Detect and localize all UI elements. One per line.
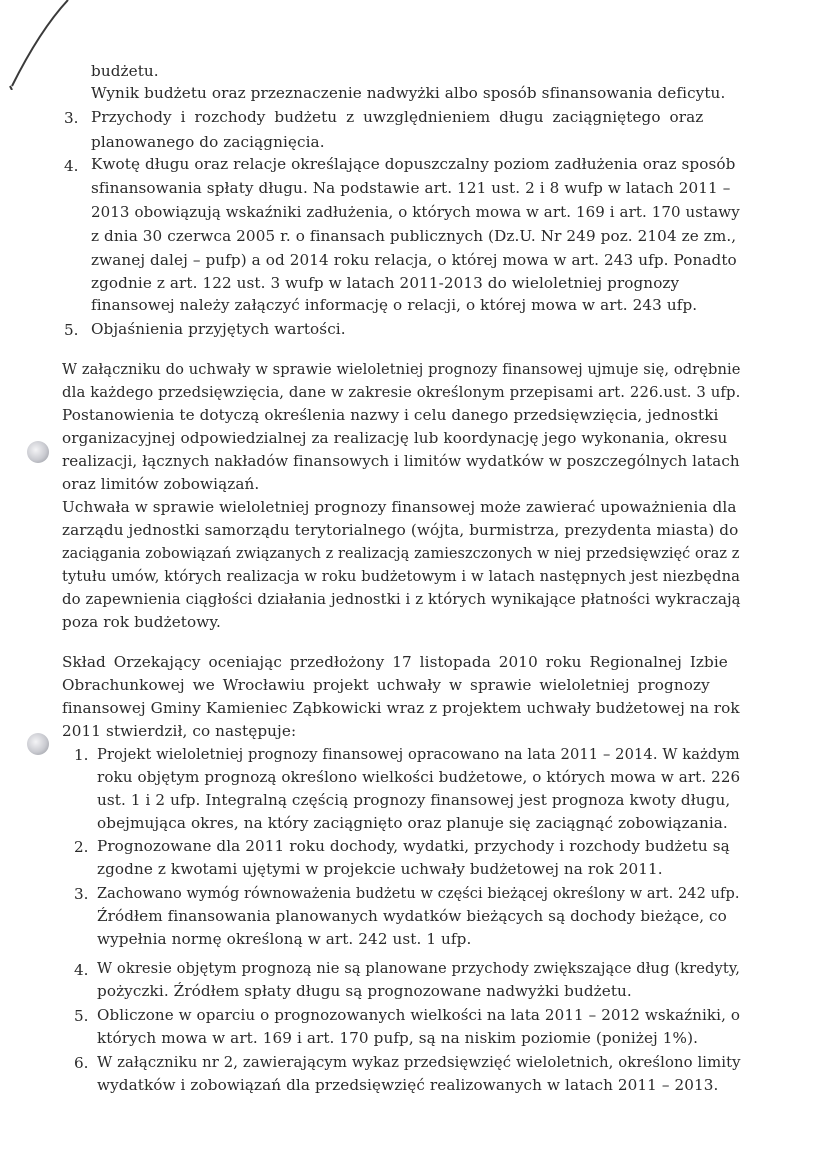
text-line: Wynik budżetu oraz przeznaczenie nadwyżki albo sposób sfinansowania deficytu. <box>91 84 726 102</box>
paragraph-line: realizacji, łącznych nakładów finansowych i limitów wydatków w poszczególnych latach <box>62 452 740 470</box>
list-item-line: Projekt wieloletniej prognozy finansowej opracowano na lata 2011 – 2014. W każdym <box>97 745 740 763</box>
list-item-line: Przychody i rozchody budżetu z uwzględnieniem długu zaciągniętego oraz <box>91 108 704 126</box>
paragraph-line: Postanowienia te dotyczą określenia nazwy i celu danego przedsięwzięcia, jednostki <box>62 406 719 424</box>
list-item-line: 2013 obowiązują wskaźniki zadłużenia, o których mowa w art. 169 i art. 170 ustawy <box>91 203 740 221</box>
list-item-line: W załączniku nr 2, zawierającym wykaz przedsięwzięć wieloletnich, określono limity <box>97 1053 741 1071</box>
list-item-line: planowanego do zaciągnięcia. <box>91 133 325 151</box>
list-number: 5. <box>74 1007 89 1025</box>
paragraph-line: Skład Orzekający oceniając przedłożony 17 listopada 2010 roku Regionalnej Izbie <box>62 653 728 671</box>
list-item-line: zgodne z kwotami ujętymi w projekcie uchwały budżetowej na rok 2011. <box>97 860 663 878</box>
list-number: 4. <box>74 961 89 979</box>
paragraph-line: Uchwała w sprawie wieloletniej prognozy finansowej może zawierać upoważnienia dla <box>62 498 737 516</box>
list-item-line: obejmująca okres, na który zaciągnięto oraz planuje się zaciągnąć zobowiązania. <box>97 814 728 832</box>
list-item-line: Prognozowane dla 2011 roku dochody, wydatki, przychody i rozchody budżetu są <box>97 837 730 855</box>
list-number: 3. <box>64 109 79 127</box>
list-number: 1. <box>74 746 89 764</box>
paragraph-line: oraz limitów zobowiązań. <box>62 475 260 493</box>
list-item-line: finansowej należy załączyć informację o relacji, o której mowa w art. 243 ufp. <box>91 296 698 314</box>
paragraph-line: organizacyjnej odpowiedzialnej za realizację lub koordynację jego wykonania, okresu <box>62 429 728 447</box>
list-item-line: których mowa w art. 169 i art. 170 pufp, są na niskim poziomie (poniżej 1%). <box>97 1029 699 1047</box>
paragraph-line: finansowej Gminy Kamieniec Ząbkowicki wraz z projektem uchwały budżetowej na rok <box>62 699 740 717</box>
paragraph-line: dla każdego przedsięwzięcia, dane w zakresie określonym przepisami art. 226.ust. 3 ufp. <box>62 383 741 401</box>
list-item-line: ust. 1 i 2 ufp. Integralną częścią prognozy finansowej jest prognoza kwoty długu, <box>97 791 731 809</box>
text-line: budżetu. <box>91 62 159 80</box>
list-item-line: W okresie objętym prognozą nie są planowane przychody zwiększające dług (kredyty, <box>97 959 741 977</box>
punch-hole-mark <box>27 733 49 755</box>
list-item-line: Kwotę długu oraz relacje określające dopuszczalny poziom zadłużenia oraz sposób <box>91 155 736 173</box>
list-item-line: Objaśnienia przyjętych wartości. <box>91 320 346 338</box>
list-item-line: zwanej dalej – pufp) a od 2014 roku relacja, o której mowa w art. 243 ufp. Ponadto <box>91 251 737 269</box>
list-item-line: pożyczki. Źródłem spłaty długu są prognozowane nadwyżki budżetu. <box>97 982 632 1000</box>
list-item-line: Zachowano wymóg równoważenia budżetu w części bieżącej określony w art. 242 ufp. <box>97 884 740 902</box>
list-item-line: z dnia 30 czerwca 2005 r. o finansach publicznych (Dz.U. Nr 249 poz. 2104 ze zm., <box>91 227 737 245</box>
list-item-line: wydatków i zobowiązań dla przedsięwzięć realizowanych w latach 2011 – 2013. <box>97 1076 719 1094</box>
list-number: 4. <box>64 157 79 175</box>
paragraph-line: zarządu jednostki samorządu terytorialnego (wójta, burmistrza, prezydenta miasta) do <box>62 521 739 539</box>
paragraph-line: poza rok budżetowy. <box>62 613 221 631</box>
scan-corner-fold <box>0 0 70 90</box>
list-item-line: Źródłem finansowania planowanych wydatków bieżących są dochody bieżące, co <box>97 907 727 925</box>
list-item-line: wypełnia normę określoną w art. 242 ust. 1 ufp. <box>97 930 472 948</box>
paragraph-line: tytułu umów, których realizacja w roku budżetowym i w latach następnych jest niezbędna <box>62 567 741 585</box>
paragraph-line: zaciągania zobowiązań związanych z realizacją zamieszczonych w niej przedsięwzięć oraz z <box>62 544 740 562</box>
punch-hole-mark <box>27 441 49 463</box>
paragraph-line: W załączniku do uchwały w sprawie wieloletniej prognozy finansowej ujmuje się, odrębnie <box>62 360 741 378</box>
list-item-line: Obliczone w oparciu o prognozowanych wielkości na lata 2011 – 2012 wskaźniki, o <box>97 1006 741 1024</box>
list-number: 3. <box>74 885 89 903</box>
list-item-line: sfinansowania spłaty długu. Na podstawie art. 121 ust. 2 i 8 wufp w latach 2011 – <box>91 179 731 197</box>
paragraph-line: do zapewnienia ciągłości działania jednostki i z których wynikające płatności wykraczają <box>62 590 741 608</box>
list-item-line: roku objętym prognozą określono wielkości budżetowe, o których mowa w art. 226 <box>97 768 741 786</box>
list-number: 5. <box>64 321 79 339</box>
list-item-line: zgodnie z art. 122 ust. 3 wufp w latach 2011-2013 do wieloletniej prognozy <box>91 274 680 292</box>
list-number: 2. <box>74 838 89 856</box>
list-number: 6. <box>74 1054 89 1072</box>
paragraph-line: Obrachunkowej we Wrocławiu projekt uchwały w sprawie wieloletniej prognozy <box>62 676 710 694</box>
paragraph-line: 2011 stwierdził, co następuje: <box>62 722 297 740</box>
